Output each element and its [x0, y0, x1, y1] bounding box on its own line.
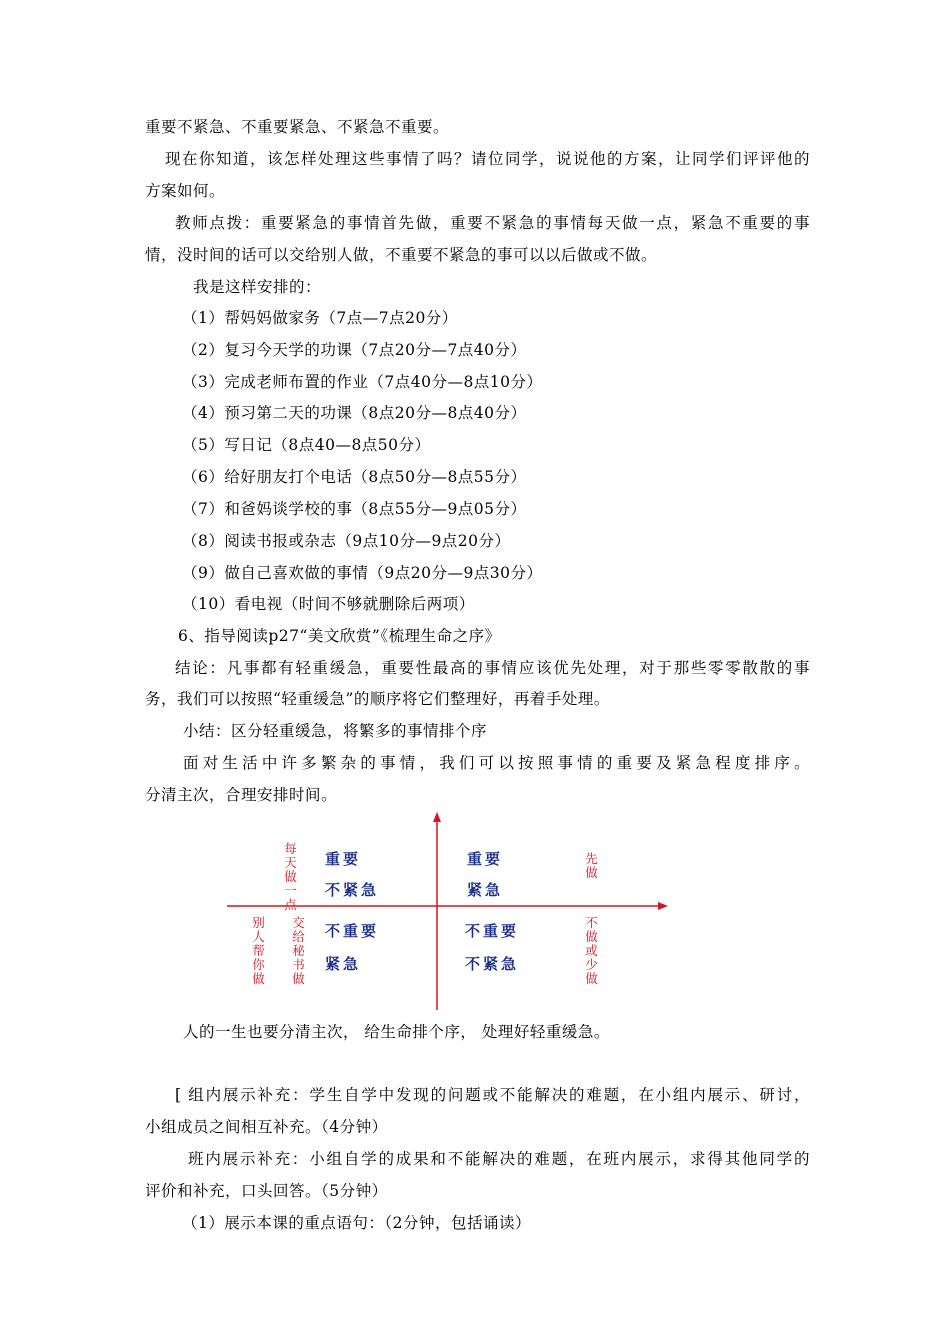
- label-daily-a-bit: 每天做一点: [284, 841, 297, 912]
- paragraph-quadrant-types: 重要不紧急、不重要紧急、不紧急不重要。: [145, 118, 450, 136]
- label-give-secretary: 交给秘书做: [292, 915, 305, 986]
- horizontal-axis-arrow: [658, 902, 668, 910]
- life-priority-line: 人的一生也要分清主次， 给生命排个序， 处理好轻重缓急。: [183, 1023, 610, 1041]
- schedule-item: （6）给好朋友打个电话（8点50分—8点55分）: [182, 468, 527, 486]
- paragraph-question-cont: 方案如何。: [145, 182, 226, 200]
- label-others-help: 别人帮你做: [252, 915, 265, 986]
- top-left-important: 重要: [325, 850, 362, 868]
- key-sentences: （1）展示本课的重点语句：（2分钟，包括诵读）: [182, 1214, 531, 1232]
- class-display: 班内展示补充：小组自学的成果和不能解决的难题，在班内展示，求得其他同学的: [188, 1150, 810, 1168]
- label-do-first: 先做: [585, 851, 598, 880]
- paragraph-teacher-tip-cont: 情，没时间的话可以交给别人做，不重要不紧急的事可以以后做或不做。: [145, 246, 658, 264]
- top-left-not-urgent: 不紧急: [325, 881, 380, 899]
- schedule-item: （2）复习今天学的功课（7点20分—7点40分）: [182, 341, 527, 359]
- schedule-item: （1）帮妈妈做家务（7点—7点20分）: [182, 309, 458, 327]
- schedule-item: （9）做自己喜欢做的事情（9点20分—9点30分）: [182, 564, 543, 582]
- bottom-left-not-important: 不重要: [325, 922, 380, 940]
- bottom-left-urgent: 紧急: [325, 955, 362, 973]
- class-display-cont: 评价和补充，口头回答。（5分钟）: [145, 1182, 388, 1200]
- paragraph-question: 现在你知道，该怎样处理这些事情了吗？请位同学，说说他的方案，让同学们评评他的: [165, 150, 810, 168]
- face-life-paragraph-cont: 分清主次，合理安排时间。: [145, 786, 338, 804]
- schedule-intro: 我是这样安排的：: [193, 278, 322, 296]
- group-display-cont: 小组成员之间相互补充。（4分钟）: [145, 1118, 388, 1136]
- bottom-right-not-important: 不重要: [465, 922, 520, 940]
- schedule-item: （10）看电视（时间不够就删除后两项）: [182, 595, 475, 613]
- group-display: [ 组内展示补充：学生自学中发现的问题或不能解决的难题，在小组内展示、研讨，: [175, 1086, 810, 1104]
- conclusion: 结论：凡事都有轻重缓急，重要性最高的事情应该优先处理，对于那些零零散散的事: [175, 659, 810, 677]
- schedule-item: （4）预习第二天的功课（8点20分—8点40分）: [182, 404, 527, 422]
- vertical-axis-arrow: [433, 812, 441, 822]
- paragraph-teacher-tip: 教师点拨：重要紧急的事情首先做，重要不紧急的事情每天做一点，紧急不重要的事: [175, 214, 810, 232]
- schedule-item: （5）写日记（8点40—8点50分）: [182, 436, 431, 454]
- conclusion-cont: 务，我们可以按照“轻重缓急”的顺序将它们整理好，再着手处理。: [145, 690, 610, 708]
- label-do-less: 不做或少做: [585, 915, 598, 986]
- schedule-item: （3）完成老师布置的作业（7点40分—8点10分）: [182, 373, 543, 391]
- top-right-urgent: 紧急: [467, 881, 504, 899]
- bottom-right-not-urgent: 不紧急: [465, 955, 520, 973]
- face-life-paragraph: 面对生活中许多繁杂的事情，我们可以按照事情的重要及紧急程度排序。: [183, 754, 810, 772]
- priority-quadrant-diagram: [225, 810, 670, 1015]
- schedule-item: （8）阅读书报或杂志（9点10分—9点20分）: [182, 532, 511, 550]
- summary: 小结：区分轻重缓急，将繁多的事情排个序: [183, 722, 488, 740]
- top-right-important: 重要: [467, 850, 504, 868]
- schedule-item: （7）和爸妈谈学校的事（8点55分—9点05分）: [182, 500, 527, 518]
- reading-guide: 6、指导阅读p27“美文欣赏”《梳理生命之序》: [178, 627, 501, 645]
